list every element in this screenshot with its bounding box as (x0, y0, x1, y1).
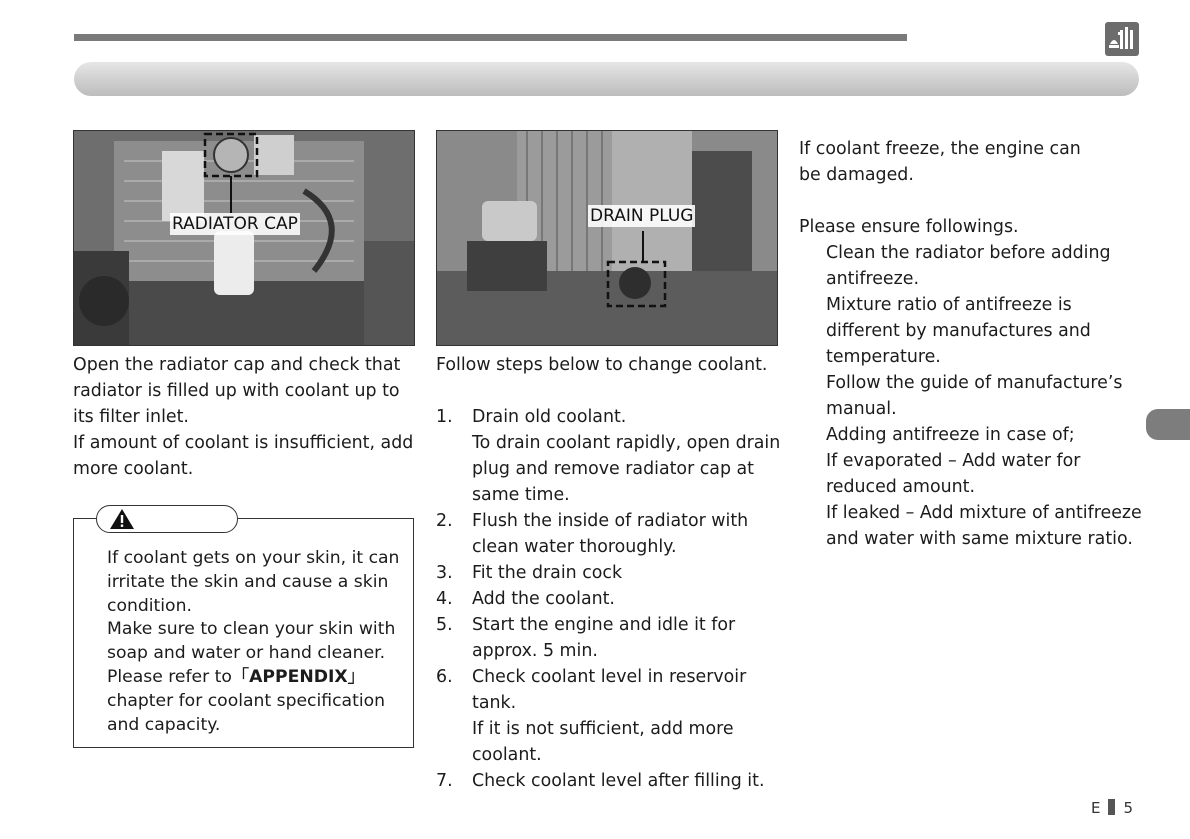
antifreeze-notes (799, 240, 1144, 552)
step-text: Drain old coolant. (472, 407, 627, 427)
chapter-side-tab (1146, 409, 1190, 440)
refer-suffix: chapter for coolant specification and capacity. (107, 690, 386, 735)
caution-line-refer (107, 666, 407, 737)
left-column-text (73, 352, 418, 482)
insufficient-coolant-paragraph: If amount of coolant is insufficient, add more coolant. (73, 433, 414, 479)
page-number (1091, 799, 1133, 817)
list-item (436, 664, 781, 768)
step-number: 7. (436, 771, 453, 791)
list-item (436, 508, 781, 560)
step-text: Fit the drain cock (472, 563, 623, 583)
page-number-divider (1108, 799, 1115, 815)
list-item: If leaked – Add mixture of antifreeze and water with same mixture ratio. (826, 503, 1142, 549)
appendix-reference: 「APPENDIX」 (231, 666, 365, 687)
caution-text (107, 547, 407, 737)
page-digit: 5 (1123, 799, 1134, 817)
step-text: Check coolant level in reservoir tank. (472, 667, 747, 713)
drain-plug-photo (436, 130, 778, 346)
list-item: Follow the guide of manufacture’s manual. (826, 373, 1123, 419)
list-item (436, 404, 781, 508)
step-text: Check coolant level after filling it. (472, 771, 765, 791)
list-item: If evaporated – Add water for reduced amount. (826, 451, 1081, 497)
step-subtext: If it is not sufficient, add more coolant. (472, 719, 734, 765)
caution-header-pill (96, 505, 238, 533)
refer-prefix: Please refer to (107, 666, 232, 687)
coolant-steps-list (436, 404, 781, 794)
list-item (436, 560, 781, 586)
step-text: Start the engine and idle it for approx. 5 min. (472, 615, 736, 661)
caution-line-clean: Make sure to clean your skin with soap and water or hand cleaner. (107, 619, 396, 664)
list-item: Adding antifreeze in case of; (826, 425, 1075, 445)
step-text: Flush the inside of radiator with clean water thoroughly. (472, 511, 749, 557)
step-number: 3. (436, 563, 453, 583)
step-subtext: To drain coolant rapidly, open drain plug and remove radiator cap at same time. (472, 433, 781, 505)
ensure-heading: Please ensure followings. (799, 217, 1019, 237)
right-column-text (799, 136, 1144, 552)
list-item (436, 586, 781, 612)
freeze-warning: If coolant freeze, the engine can be damaged. (799, 139, 1081, 185)
radiator-cap-label: RADIATOR CAP (172, 214, 298, 234)
section-letter: E (1091, 799, 1101, 817)
list-item (436, 612, 781, 664)
step-text: Add the coolant. (472, 589, 615, 609)
header-rule (74, 34, 907, 41)
list-item: Mixture ratio of antifreeze is different by manufactures and temperature. (826, 295, 1091, 367)
step-number: 4. (436, 589, 453, 609)
step-number: 6. (436, 667, 453, 687)
manual-logo-icon (1105, 22, 1139, 56)
step-number: 2. (436, 511, 453, 531)
middle-column-text (436, 352, 781, 794)
caution-line-skin: If coolant gets on your skin, it can irritate the skin and cause a skin condition. (107, 548, 400, 616)
list-item: Clean the radiator before adding antifreeze. (826, 243, 1111, 289)
change-coolant-intro: Follow steps below to change coolant. (436, 355, 768, 375)
radiator-cap-photo (73, 130, 415, 346)
warning-triangle-icon (109, 508, 135, 530)
step-number: 1. (436, 407, 453, 427)
drain-plug-label: DRAIN PLUG (590, 206, 694, 226)
list-item (436, 768, 781, 794)
step-number: 5. (436, 615, 453, 635)
radiator-check-paragraph: Open the radiator cap and check that radiator is filled up with coolant up to its filter inlet. (73, 355, 401, 427)
section-title-banner (74, 62, 1139, 96)
